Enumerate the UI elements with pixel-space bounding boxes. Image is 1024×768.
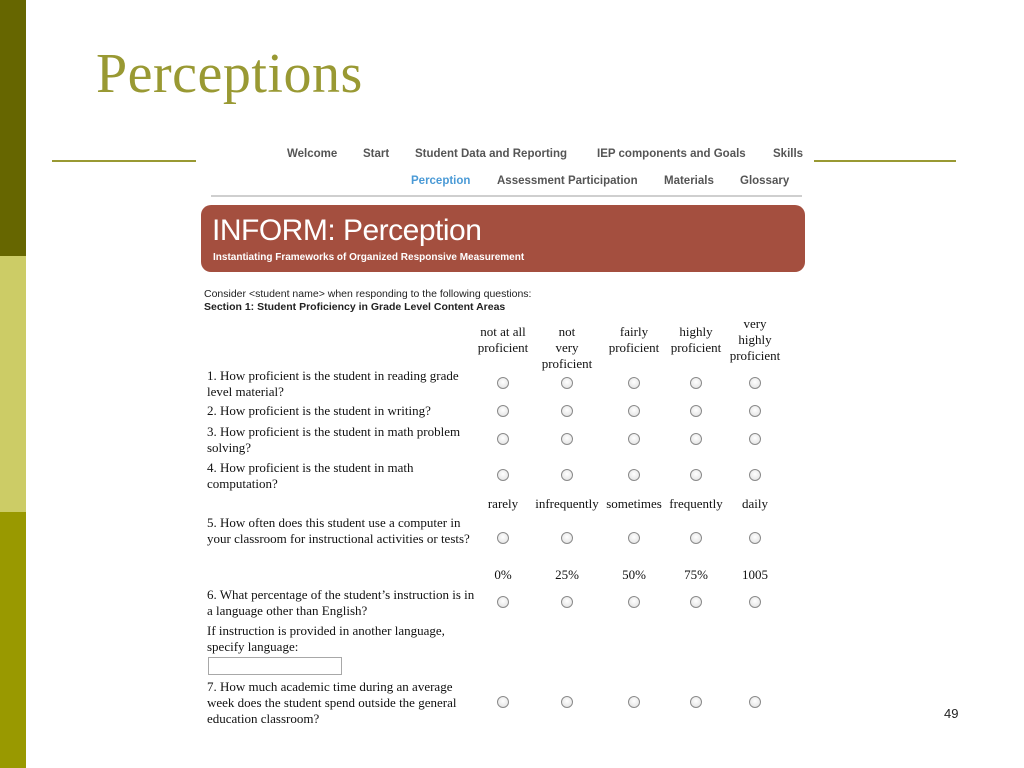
- q3-radio-2[interactable]: [561, 433, 573, 445]
- q4-radio-2[interactable]: [561, 469, 573, 481]
- scale-not-at-all: not at all proficient: [477, 324, 529, 355]
- freq-rarely: rarely: [487, 496, 519, 511]
- q5-radio-1[interactable]: [497, 532, 509, 544]
- q3-radio-4[interactable]: [690, 433, 702, 445]
- nav-assessment[interactable]: Assessment Participation: [497, 175, 638, 187]
- nav-skills[interactable]: Skills: [773, 148, 804, 160]
- q6-radio-2[interactable]: [561, 596, 573, 608]
- q4-radio-4[interactable]: [690, 469, 702, 481]
- q2-radio-4[interactable]: [690, 405, 702, 417]
- q3-radio-3[interactable]: [628, 433, 640, 445]
- q3-radio-1[interactable]: [497, 433, 509, 445]
- pct-25: 25%: [555, 567, 579, 582]
- question-3: 3. How proficient is the student in math problem solving?: [207, 424, 461, 455]
- bar-bottom: [0, 512, 26, 768]
- q6-radio-4[interactable]: [690, 596, 702, 608]
- scale-fairly: fairly proficient: [608, 324, 660, 355]
- inform-banner: [201, 205, 805, 272]
- intro: [204, 288, 531, 314]
- nav-welcome[interactable]: Welcome: [287, 148, 338, 160]
- q1-radio-1[interactable]: [497, 377, 509, 389]
- q6-radio-3[interactable]: [628, 596, 640, 608]
- pct-0: 0%: [494, 567, 512, 582]
- question-2: 2. How proficient is the student in writing?: [207, 403, 431, 418]
- question-6: 6. What percentage of the student’s instruction is in a language other than English?: [207, 587, 475, 618]
- q7-radio-5[interactable]: [749, 696, 761, 708]
- question-5: 5. How often does this student use a computer in your classroom for instructional activities or tests?: [207, 515, 470, 546]
- slide-title: Perceptions: [96, 43, 363, 105]
- q5-radio-5[interactable]: [749, 532, 761, 544]
- intro-line: Consider <student name> when responding to the following questions:: [204, 288, 532, 300]
- scale-not-very: not very proficient: [541, 324, 593, 371]
- nav-iep[interactable]: IEP components and Goals: [597, 148, 746, 160]
- q6-radio-1[interactable]: [497, 596, 509, 608]
- q2-radio-2[interactable]: [561, 405, 573, 417]
- q1-radio-5[interactable]: [749, 377, 761, 389]
- q2-radio-5[interactable]: [749, 405, 761, 417]
- question-7: 7. How much academic time during an average week does the student spend outside the general education classroom?: [207, 679, 457, 726]
- scale-highly: highly proficient: [670, 324, 722, 355]
- section-heading: Section 1: Student Proficiency in Grade Level Content Areas: [204, 301, 506, 313]
- language-input[interactable]: [208, 657, 342, 675]
- nav-divider: [211, 195, 802, 197]
- q7-radio-1[interactable]: [497, 696, 509, 708]
- q7-radio-4[interactable]: [690, 696, 702, 708]
- q6-radio-5[interactable]: [749, 596, 761, 608]
- scale-very-highly: very highly proficient: [729, 316, 781, 363]
- banner-subtitle: Instantiating Frameworks of Organized Responsive Measurement: [213, 252, 525, 263]
- bar-middle: [0, 256, 26, 512]
- freq-frequently: frequently: [669, 496, 723, 511]
- freq-sometimes: sometimes: [606, 496, 662, 511]
- q5-radio-2[interactable]: [561, 532, 573, 544]
- q1-radio-3[interactable]: [628, 377, 640, 389]
- nav-glossary[interactable]: Glossary: [740, 175, 790, 187]
- pct-100: 1005: [742, 567, 768, 582]
- q5-radio-4[interactable]: [690, 532, 702, 544]
- nav-student-data[interactable]: Student Data and Reporting: [415, 148, 568, 160]
- nav-materials[interactable]: Materials: [664, 175, 714, 187]
- q1-radio-2[interactable]: [561, 377, 573, 389]
- q5-radio-3[interactable]: [628, 532, 640, 544]
- q7-radio-2[interactable]: [561, 696, 573, 708]
- q2-radio-1[interactable]: [497, 405, 509, 417]
- nav-row-2: [0, 175, 1024, 191]
- page-number: 49: [944, 706, 959, 721]
- freq-daily: daily: [742, 496, 768, 511]
- nav-row-1: [0, 148, 1024, 164]
- q4-radio-1[interactable]: [497, 469, 509, 481]
- nav-start[interactable]: Start: [363, 148, 390, 160]
- pct-75: 75%: [684, 567, 708, 582]
- freq-infrequently: infrequently: [535, 496, 599, 511]
- question-1: 1. How proficient is the student in reading grade level material?: [207, 368, 459, 399]
- q4-radio-3[interactable]: [628, 469, 640, 481]
- q3-radio-5[interactable]: [749, 433, 761, 445]
- banner-title: INFORM: Perception: [212, 214, 482, 247]
- bar-top: [0, 0, 26, 256]
- q2-radio-3[interactable]: [628, 405, 640, 417]
- question-4: 4. How proficient is the student in math computation?: [207, 460, 414, 491]
- q4-radio-5[interactable]: [749, 469, 761, 481]
- q1-radio-4[interactable]: [690, 377, 702, 389]
- nav-perception[interactable]: Perception: [411, 175, 471, 187]
- language-prompt: If instruction is provided in another language, specify language:: [207, 623, 445, 654]
- pct-50: 50%: [622, 567, 646, 582]
- q7-radio-3[interactable]: [628, 696, 640, 708]
